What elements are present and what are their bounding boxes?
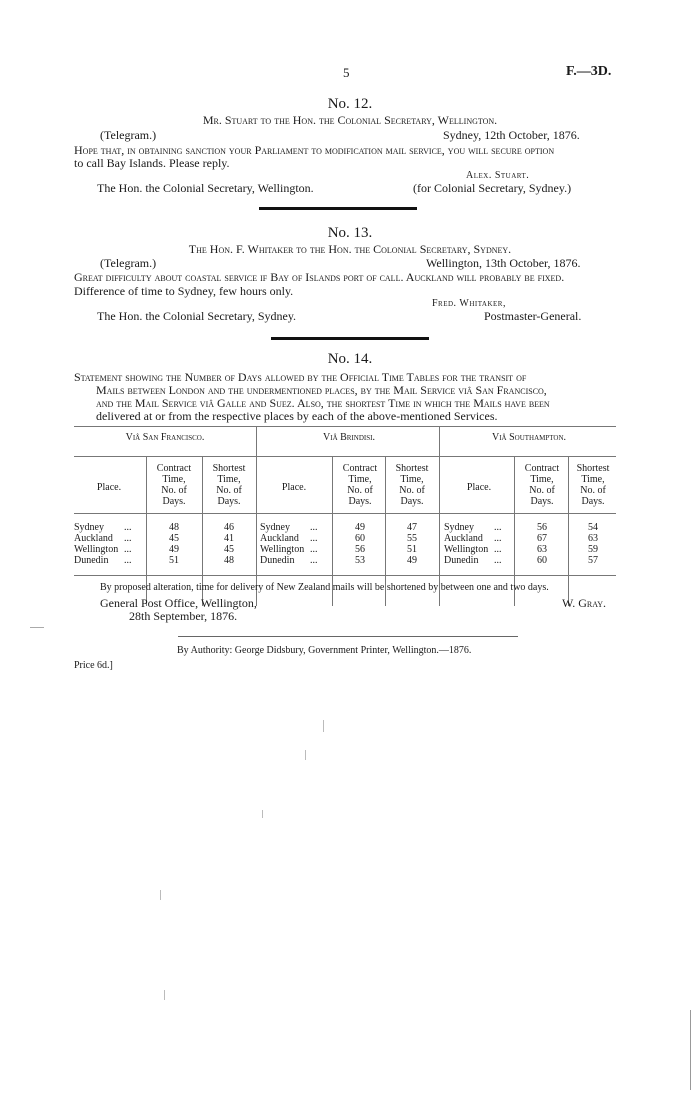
row-shortest-days: 46 [224, 522, 234, 533]
row-shortest-days: 47 [407, 522, 417, 533]
hdr-line: No. of [399, 485, 425, 496]
no14-statement-line-1: Statement showing the Number of Days allowed by the Official Time Tables for the transit of [74, 370, 527, 384]
no13-body-line-2: Difference of time to Sydney, few hours only. [74, 284, 294, 298]
row-contract-days: 49 [355, 522, 365, 533]
no12-date: Sydney, 12th October, 1876. [443, 128, 580, 142]
row-contract-days: 51 [169, 555, 179, 566]
subheader-rule [74, 456, 616, 457]
row-contract-days: 56 [355, 544, 365, 555]
leader-dots: ... [124, 555, 132, 566]
row-contract-days: 60 [537, 555, 547, 566]
col-shortest-br [386, 463, 438, 507]
no13-date: Wellington, 13th October, 1876. [426, 256, 581, 270]
hdr-line: Shortest [576, 463, 610, 474]
scan-mark [305, 750, 306, 760]
hdr-line: No. of [580, 485, 606, 496]
row-contract-days: 67 [537, 533, 547, 544]
col-place-sf: Place. [96, 482, 122, 493]
row-shortest-days: 48 [224, 555, 234, 566]
row-contract-days: 53 [355, 555, 365, 566]
hdr-line: Time, [530, 474, 554, 485]
row-contract-days: 48 [169, 522, 179, 533]
leader-dots: ... [310, 555, 318, 566]
hdr-line: Time, [348, 474, 372, 485]
hdr-line: Time, [400, 474, 424, 485]
hdr-line: Days. [581, 496, 605, 507]
row-contract-days: 56 [537, 522, 547, 533]
hdr-line: Days. [400, 496, 424, 507]
page-number: 5 [343, 65, 350, 80]
no12-body-line-2: to call Bay Islands. Please reply. [74, 156, 230, 170]
row-place [444, 533, 514, 544]
leader-dots: ... [494, 522, 502, 533]
leader-dots: ... [124, 533, 132, 544]
no14-heading: No. 14. [327, 351, 373, 367]
row-place [74, 555, 144, 566]
col-contract-so [515, 463, 569, 507]
leader-dots: ... [310, 544, 318, 555]
row-place [74, 533, 144, 544]
leader-dots: ... [494, 544, 502, 555]
place-name: Wellington [260, 544, 305, 555]
footnote: By proposed alteration, time for delivery of New Zealand mails will be shortened by between one and two days. [100, 582, 549, 593]
row-contract-days: 60 [355, 533, 365, 544]
divider-rule [271, 337, 429, 340]
place-name: Auckland [444, 533, 483, 544]
col-place-so: Place. [466, 482, 492, 493]
col-contract-br [333, 463, 387, 507]
no13-telegram-label: (Telegram.) [100, 256, 157, 270]
row-shortest-days: 57 [588, 555, 598, 566]
row-shortest-days: 45 [224, 544, 234, 555]
place-name: Dunedin [260, 555, 295, 566]
place-name: Dunedin [444, 555, 479, 566]
leader-dots: ... [310, 522, 318, 533]
place-name: Wellington [444, 544, 489, 555]
price: Price 6d.] [74, 660, 113, 671]
table-bottom-rule [74, 575, 616, 576]
col-shortest-sf [203, 463, 255, 507]
office-date: 28th September, 1876. [129, 609, 238, 623]
row-shortest-days: 51 [407, 544, 417, 555]
place-name: Dunedin [74, 555, 109, 566]
hdr-line: Shortest [212, 463, 246, 474]
no13-heading: No. 13. [327, 225, 373, 241]
hdr-line: No. of [529, 485, 555, 496]
col-shortest-so [569, 463, 617, 507]
col-contract-sf [147, 463, 201, 507]
group-header-san-francisco: Viâ San Francisco. [125, 432, 205, 443]
scan-mark [690, 1010, 691, 1090]
row-shortest-days: 54 [588, 522, 598, 533]
leader-dots: ... [124, 544, 132, 555]
row-shortest-days: 63 [588, 533, 598, 544]
no13-from-line: The Hon. F. Whitaker to the Hon. the Colonial Secretary, Sydney. [188, 242, 512, 256]
hdr-line: Time, [217, 474, 241, 485]
row-place [444, 555, 514, 566]
no12-addressee: The Hon. the Colonial Secretary, Wellington. [97, 181, 314, 195]
row-shortest-days: 55 [407, 533, 417, 544]
place-name: Auckland [260, 533, 299, 544]
row-place [74, 544, 144, 555]
row-place [444, 522, 514, 533]
row-place [260, 555, 330, 566]
hdr-line: Contract [342, 463, 378, 474]
hdr-line: Days. [162, 496, 186, 507]
hdr-line: Shortest [395, 463, 429, 474]
group-header-southampton: Viâ Southampton. [491, 432, 567, 443]
no13-addressee: The Hon. the Colonial Secretary, Sydney. [97, 309, 297, 323]
no13-signatory-title: Postmaster-General. [484, 309, 582, 323]
hdr-line: Days. [530, 496, 554, 507]
no14-statement-line-3: and the Mail Service viâ Galle and Suez. Also, the shortest Time in which the Mails have been [96, 396, 550, 410]
no14-statement-line-2: Mails between London and the undermentioned places, by the Mail Service viâ San Francisco, [96, 383, 547, 397]
leader-dots: ... [124, 522, 132, 533]
no14-statement-line-4: delivered at or from the respective places by each of the above-mentioned Services. [96, 409, 498, 423]
no12-signature: Alex. Stuart. [466, 170, 530, 181]
scan-mark [160, 890, 161, 900]
no12-body-line-1: Hope that, in obtaining sanction your Parliament to modification mail service, you will secure option [74, 143, 555, 157]
row-place [74, 522, 144, 533]
hdr-line: Time, [581, 474, 605, 485]
place-name: Sydney [74, 522, 104, 533]
hdr-line: Contract [156, 463, 192, 474]
header-bottom-rule [74, 513, 616, 514]
no13-signature: Fred. Whitaker, [432, 298, 506, 309]
no12-heading: No. 12. [327, 96, 373, 112]
no13-body-line-1: Great difficulty about coastal service if Bay of Islands port of call. Auckland will probably be fixed. [74, 270, 565, 284]
group-divider [439, 426, 440, 606]
document-reference: F.—3D. [566, 64, 612, 79]
scan-mark [323, 720, 324, 732]
table-top-rule [74, 426, 616, 427]
row-place [260, 522, 330, 533]
row-place [260, 544, 330, 555]
hdr-line: Time, [162, 474, 186, 485]
printer-authority: By Authority: George Didsbury, Government Printer, Wellington.—1876. [177, 645, 472, 656]
no12-telegram-label: (Telegram.) [100, 128, 157, 142]
office-line: General Post Office, Wellington, [100, 596, 257, 610]
row-contract-days: 49 [169, 544, 179, 555]
row-shortest-days: 49 [407, 555, 417, 566]
group-header-brindisi: Viâ Brindisi. [323, 432, 375, 443]
leader-dots: ... [494, 555, 502, 566]
no12-for-line: (for Colonial Secretary, Sydney.) [413, 181, 572, 195]
scan-mark [30, 627, 44, 628]
hdr-line: Days. [217, 496, 241, 507]
scan-mark [262, 810, 263, 818]
divider-rule [259, 207, 417, 210]
hdr-line: No. of [161, 485, 187, 496]
place-name: Auckland [74, 533, 113, 544]
office-signature: W. Gray. [562, 596, 607, 610]
leader-dots: ... [494, 533, 502, 544]
row-shortest-days: 41 [224, 533, 234, 544]
row-contract-days: 45 [169, 533, 179, 544]
row-shortest-days: 59 [588, 544, 598, 555]
place-name: Wellington [74, 544, 119, 555]
row-contract-days: 63 [537, 544, 547, 555]
hdr-line: Contract [524, 463, 560, 474]
row-place [444, 544, 514, 555]
place-name: Sydney [444, 522, 474, 533]
leader-dots: ... [310, 533, 318, 544]
row-place [260, 533, 330, 544]
hdr-line: No. of [347, 485, 373, 496]
no12-from-line: Mr. Stuart to the Hon. the Colonial Secretary, Wellington. [202, 113, 498, 127]
footer-rule [178, 636, 518, 637]
place-name: Sydney [260, 522, 290, 533]
hdr-line: No. of [216, 485, 242, 496]
hdr-line: Days. [348, 496, 372, 507]
scan-mark [164, 990, 165, 1000]
group-divider [256, 426, 257, 606]
col-place-br: Place. [281, 482, 307, 493]
